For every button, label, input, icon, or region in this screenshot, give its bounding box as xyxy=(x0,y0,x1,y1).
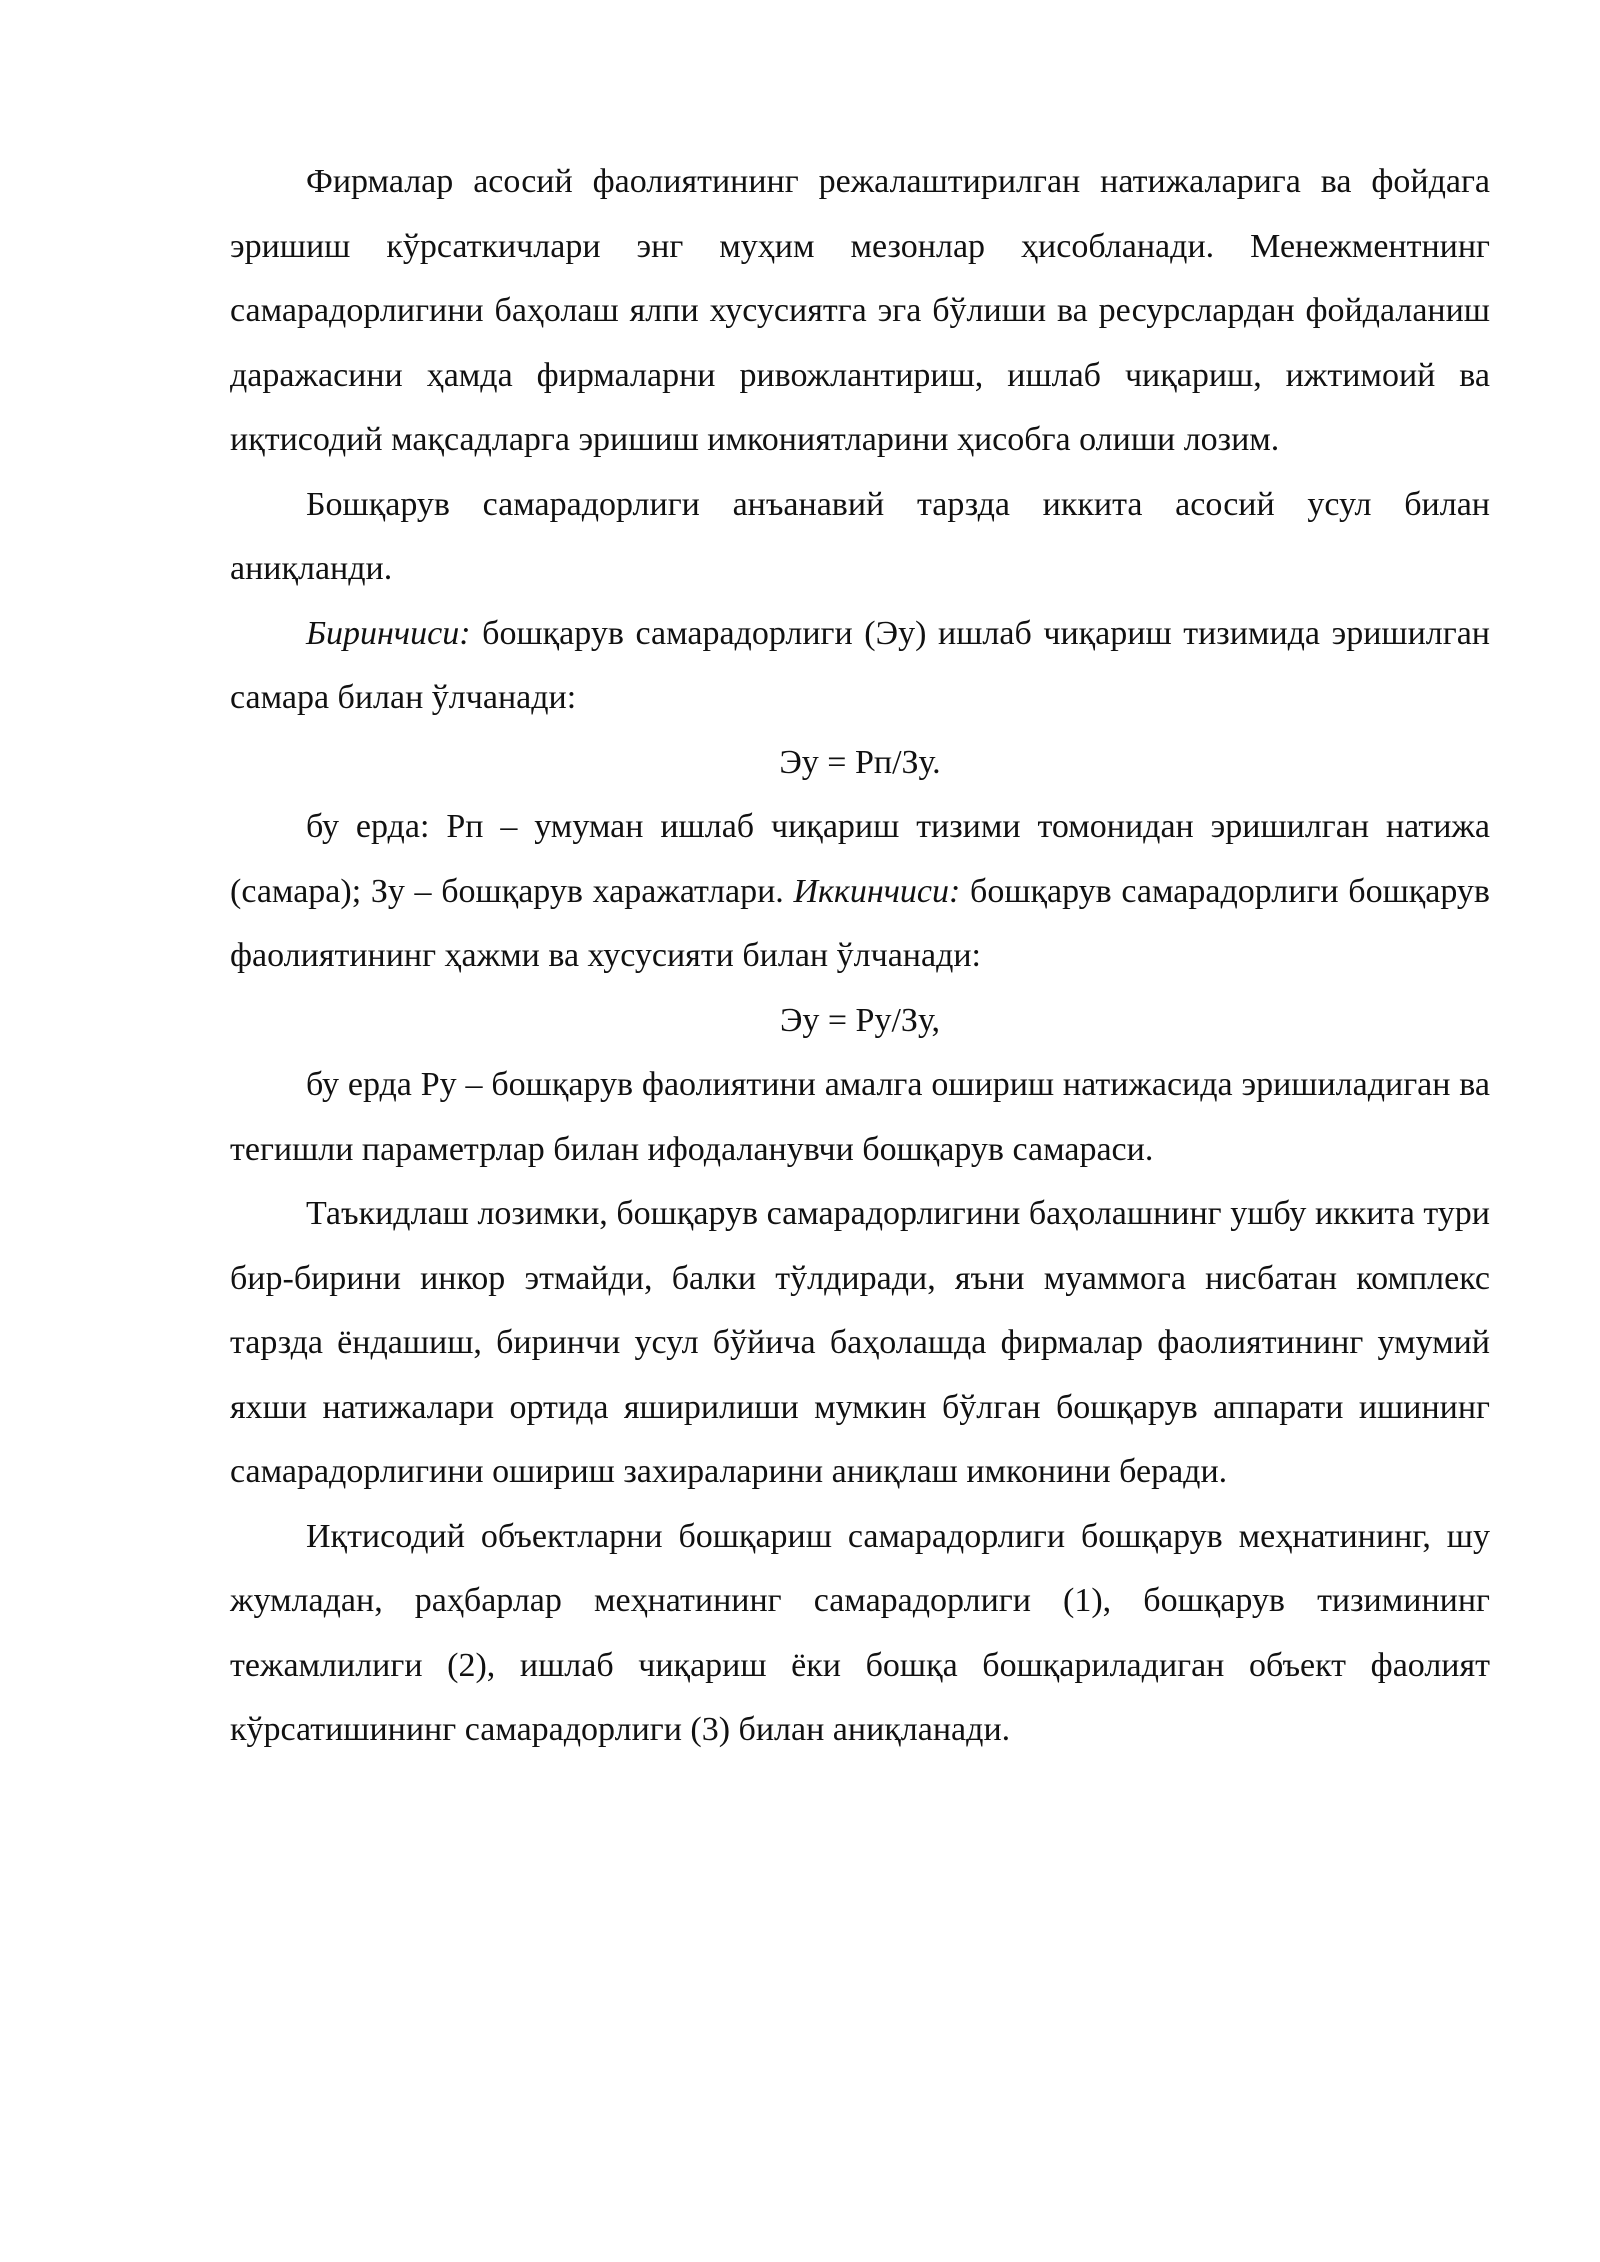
formula-2: Эу = Ру/Зу, xyxy=(779,1001,941,1039)
paragraph-3 xyxy=(230,602,1490,731)
paragraph-7: Иқтисодий объектларни бошқариш самарадорлиги бошқарув меҳнатининг, шу жумладан, раҳбарлар меҳнатининг самарадорлиги (1), бошқарув тизимининг тежамлилиги (2), ишлаб чиқариш ёки бошқа бошқариладиган объект фаолият кўрсатишининг самарадорлиги (3) билан аниқланади. xyxy=(230,1517,1490,1748)
paragraph-4-text-2: бошқарув самарадорлиги бошқарув фаолиятининг ҳажми ва хусусияти билан ўлчанади: xyxy=(230,872,1490,974)
paragraph-4-lead: Иккинчиси: xyxy=(793,872,961,910)
paragraph-1: Фирмалар асосий фаолиятининг режалаштирилган натижаларига ва фойдага эришиш кўрсаткичлари энг муҳим мезонлар ҳисобланади. Менежментнинг самарадорлигини баҳолаш ялпи хусусиятга эга бўлиши ва ресурслардан фойдаланиш даражасини ҳамда фирмаларни ривожлантириш, ишлаб чиқариш, ижтимоий ва иқтисодий мақсадларга эришиш имкониятларини ҳисобга олиши лозим. xyxy=(230,163,1490,458)
paragraph-3-text: бошқарув самарадорлиги (Эу) ишлаб чиқариш тизимида эришилган самара билан ўлчанади: xyxy=(230,614,1490,716)
paragraph-4-text: бу ерда: Рп – умуман ишлаб чиқариш тизими томонидан эришилган натижа (самара); Зу – бошқарув харажатлари. xyxy=(230,808,1490,910)
paragraph-4 xyxy=(230,795,1490,989)
paragraph-6: Таъкидлаш лозимки, бошқарув самарадорлигини баҳолашнинг ушбу иккита тури бир-бирини инкор этмайди, балки тўлдиради, яъни муаммога нисбатан комплекс тарзда ёндашиш, биринчи усул бўйича баҳолашда фирмалар фаолиятининг умумий яхши натижалари ортида яширилиши мумкин бўлган бошқарув аппарати ишининг самарадорлигини ошириш захираларини аниқлаш имконини беради. xyxy=(230,1195,1490,1490)
paragraph-5: бу ерда Ру – бошқарув фаолиятини амалга ошириш натижасида эришиладиган ва тегишли параметрлар билан ифодаланувчи бошқарув самараси. xyxy=(230,1066,1490,1168)
formula-1: Эу = Рп/Зу. xyxy=(779,743,941,781)
paragraph-3-lead: Биринчиси: xyxy=(306,614,471,652)
document-page xyxy=(230,150,1490,1763)
paragraph-2: Бошқарув самарадорлиги анъанавий тарзда иккита асосий усул билан аниқланди. xyxy=(230,485,1490,587)
